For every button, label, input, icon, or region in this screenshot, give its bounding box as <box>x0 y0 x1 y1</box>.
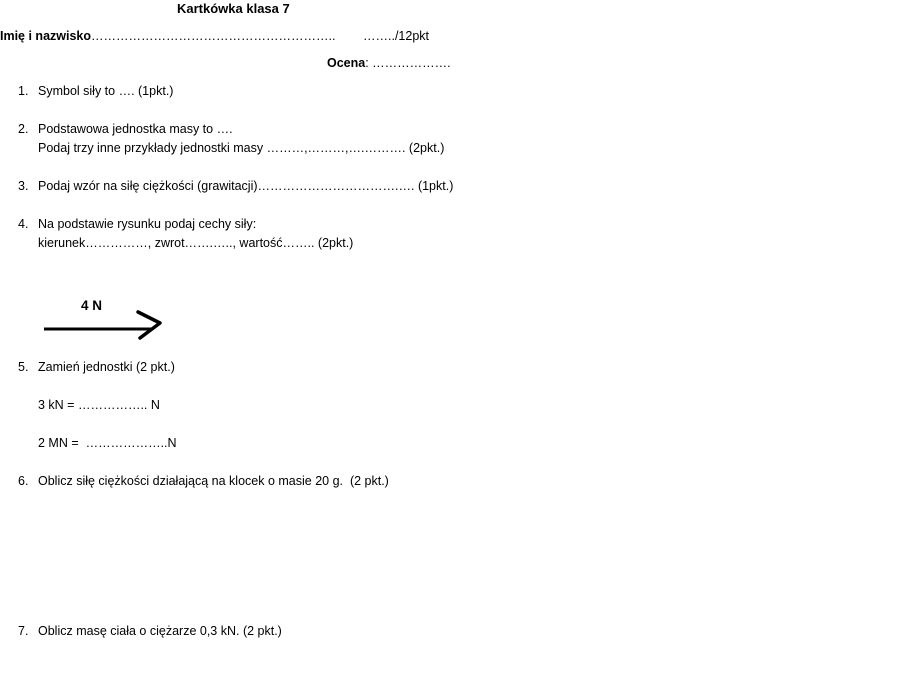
name-dots-field: ………………………………………………….. <box>91 29 336 43</box>
question-2 <box>18 122 233 138</box>
question-7-text: Oblicz masę ciała o ciężarze 0,3 kN. (2 pkt.) <box>38 624 282 638</box>
question-4 <box>18 217 256 233</box>
question-4-text-line2: kierunek……………, zwrot…….….., wartość…….. (2pkt.) <box>38 236 354 250</box>
points-total: ……../12pkt <box>363 29 429 43</box>
question-5 <box>18 360 175 376</box>
question-6-text: Oblicz siłę ciężkości działającą na klocek o masie 20 g. (2 pkt.) <box>38 474 389 488</box>
question-2-text-line1: Podstawowa jednostka masy to …. <box>38 122 233 136</box>
question-5-conversion-2: 2 MN = ………………..N <box>38 436 177 450</box>
question-7-number: 7. <box>18 624 29 638</box>
force-arrow-icon <box>42 306 167 343</box>
grade-line <box>327 56 451 72</box>
force-value-label: 4 N <box>81 298 103 313</box>
question-5-number: 5. <box>18 360 29 374</box>
question-1-text: Symbol siły to …. (1pkt.) <box>38 84 174 98</box>
question-1-number: 1. <box>18 84 29 98</box>
page-title: Kartkówka klasa 7 <box>177 1 290 16</box>
question-3-text: Podaj wzór na siłę ciężkości (grawitacji)…………………………….…. (1pkt.) <box>38 179 454 193</box>
question-2-number: 2. <box>18 122 29 136</box>
question-2-text-line2: Podaj trzy inne przykłady jednostki masy ………,………,….………. (2pkt.) <box>38 141 445 155</box>
question-7 <box>18 624 282 640</box>
question-1 <box>18 84 173 100</box>
grade-dots-field: : ………………. <box>365 56 451 70</box>
question-4-text-line1: Na podstawie rysunku podaj cechy siły: <box>38 217 257 231</box>
question-4-number: 4. <box>18 217 29 231</box>
name-label: Imię i nazwisko <box>0 29 92 43</box>
question-5-text: Zamień jednostki (2 pkt.) <box>38 360 175 374</box>
question-6 <box>18 474 389 490</box>
grade-label: Ocena <box>327 56 366 70</box>
question-3-number: 3. <box>18 179 29 193</box>
question-3 <box>18 179 453 195</box>
question-6-number: 6. <box>18 474 29 488</box>
question-5-conversion-1: 3 kN = …………….. N <box>38 398 160 412</box>
name-line <box>0 29 335 45</box>
